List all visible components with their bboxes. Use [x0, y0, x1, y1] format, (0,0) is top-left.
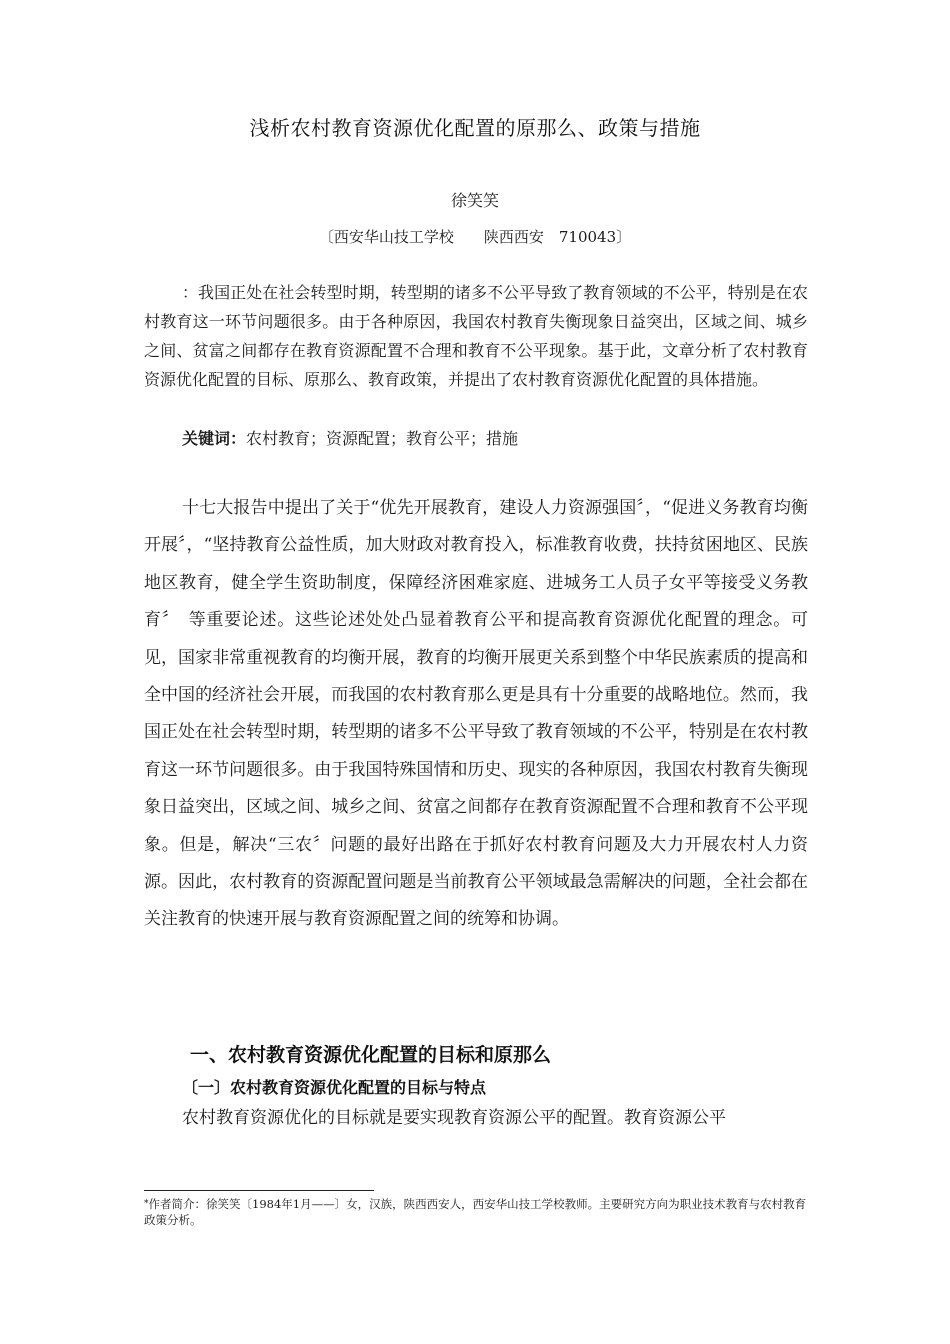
- paper-title: 浅析农村教育资源优化配置的原那么、政策与措施: [249, 116, 701, 140]
- subsection-heading: 〔一〕农村教育资源优化配置的目标与特点: [182, 1078, 487, 1097]
- keywords-line: [182, 424, 802, 453]
- section-heading: 一、农村教育资源优化配置的目标和原那么: [190, 1044, 552, 1066]
- author-name: 徐笑笑: [450, 191, 499, 210]
- footnote: [144, 1196, 808, 1228]
- abstract-paragraph: ：我国正处在社会转型时期，转型期的诸多不公平导致了教育领域的不公平，特别是在农村教育这一环节问题很多。由于各种原因，我国农村教育失衡现象日益突出，区域之间、城乡之间、贫富之间都存在教育资源配置不合理和教育不公平现象。基于此，文章分析了农村教育资源优化配置的目标、原那么、教育政策，并提出了农村教育资源优化配置的具体措施。: [144, 283, 808, 389]
- footnote-marker: *: [144, 1199, 149, 1209]
- footnote-divider: [144, 1190, 374, 1191]
- footnote-text: 作者简介：徐笑笑〔1984年1月——〕女，汉族，陕西西安人，西安华山技工学校教师。主要研究方向为职业技术教育与农村教育政策分析。: [144, 1197, 807, 1227]
- intro-paragraph: 十七大报告中提出了关于“优先开展教育，建设人力资源强国〞，“促进义务教育均衡开展〞，“坚持教育公益性质，加大财政对教育投入，标准教育收费，扶持贫困地区、民族地区教育，健全学生资助制度，保障经济困难家庭、进城务工人员子女平等接受义务教育〞 等重要论述。这些论述处处凸显着教育公平和提高教育资源优化配置的理念。可见，国家非常重视教育的均衡开展，教育的均衡开展更关系到整个中华民族素质的提高和全中国的经济社会开展，而我国的农村教育那么更是具有十分重要的战略地位。然而，我国正处在社会转型时期，转型期的诸多不公平导致了教育领域的不公平，特别是在农村教育这一环节问题很多。由于我国特殊国情和历史、现实的各种原因，我国农村教育失衡现象日益突出，区域之间、城乡之间、贫富之间都存在教育资源配置不合理和教育不公平现象。但是，解决“三农〞问题的最好出路在于抓好农村教育问题及大力开展农村人力资源。因此，农村教育的资源配置问题是当前教育公平领域最急需解决的问题，全社会都在关注教育的快速开展与教育资源配置之间的统筹和协调。: [144, 498, 808, 930]
- section-paragraph: 农村教育资源优化的目标就是要实现教育资源公平的配置。教育资源公平: [182, 1108, 726, 1128]
- keywords-label: 关键词：: [182, 429, 247, 448]
- author-affiliation: 〔西安华山技工学校 陕西西安 710043〕: [318, 228, 632, 246]
- keywords-list: 农村教育；资源配置；教育公平；措施: [246, 429, 519, 448]
